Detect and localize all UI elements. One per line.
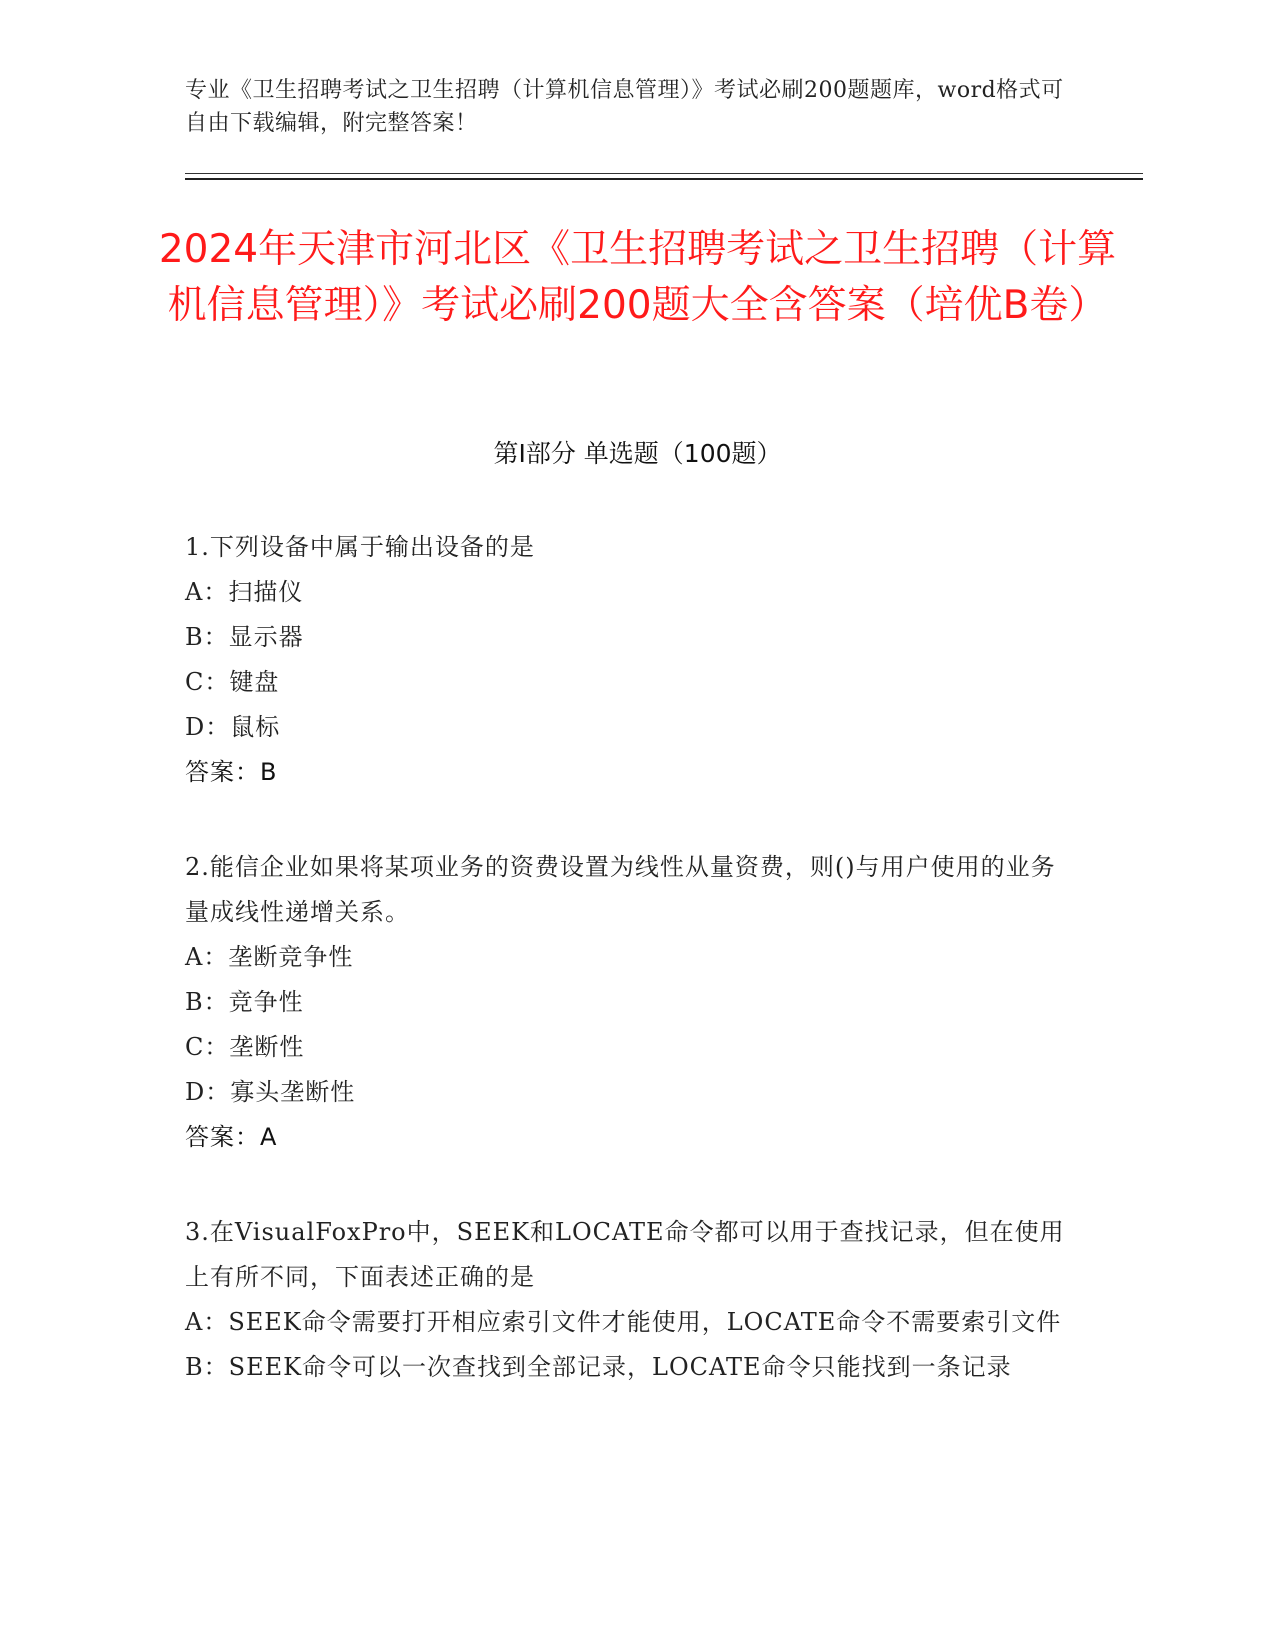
header-divider-thin: [185, 173, 1143, 174]
header-note: 专业《卫生招聘考试之卫生招聘（计算机信息管理）》考试必刷200题题库，word格式可自由下载编辑，附完整答案！: [185, 78, 1064, 136]
question-stem: 1.下列设备中属于输出设备的是: [185, 533, 535, 561]
option-c: C：垄断性: [185, 1033, 305, 1061]
option-b: B：显示器: [185, 623, 304, 651]
header-divider-thick: [185, 178, 1143, 180]
question-stem: 2.能信企业如果将某项业务的资费设置为线性从量资费，则()与用户使用的业务量成线性递增关系。: [185, 853, 1056, 926]
option-b: B：竞争性: [185, 988, 304, 1016]
option-a: A：垄断竞争性: [185, 943, 354, 971]
option-a: A：SEEK命令需要打开相应索引文件才能使用，LOCATE命令不需要索引文件: [185, 1308, 1062, 1336]
question-1: [185, 525, 1065, 795]
question-2: [185, 845, 1065, 1160]
question-stem: 3.在VisualFoxPro中，SEEK和LOCATE命令都可以用于查找记录，但在使用上有所不同，下面表述正确的是: [185, 1218, 1065, 1291]
option-a: A：扫描仪: [185, 578, 304, 606]
answer-line: 答案：A: [185, 1123, 278, 1151]
question-3: [185, 1210, 1065, 1390]
option-c: C：键盘: [185, 668, 280, 696]
document-title: 2024年天津市河北区《卫生招聘考试之卫生招聘（计算机信息管理）》考试必刷200题大全含答案（培优B卷）: [158, 227, 1117, 328]
option-b: B：SEEK命令可以一次查找到全部记录，LOCATE命令只能找到一条记录: [185, 1353, 1012, 1381]
question-list: [185, 525, 1065, 1440]
option-d: D：寡头垄断性: [185, 1078, 356, 1106]
answer-line: 答案：B: [185, 758, 278, 786]
option-d: D：鼠标: [185, 713, 281, 741]
section-heading: 第I部分 单选题（100题）: [493, 439, 782, 468]
